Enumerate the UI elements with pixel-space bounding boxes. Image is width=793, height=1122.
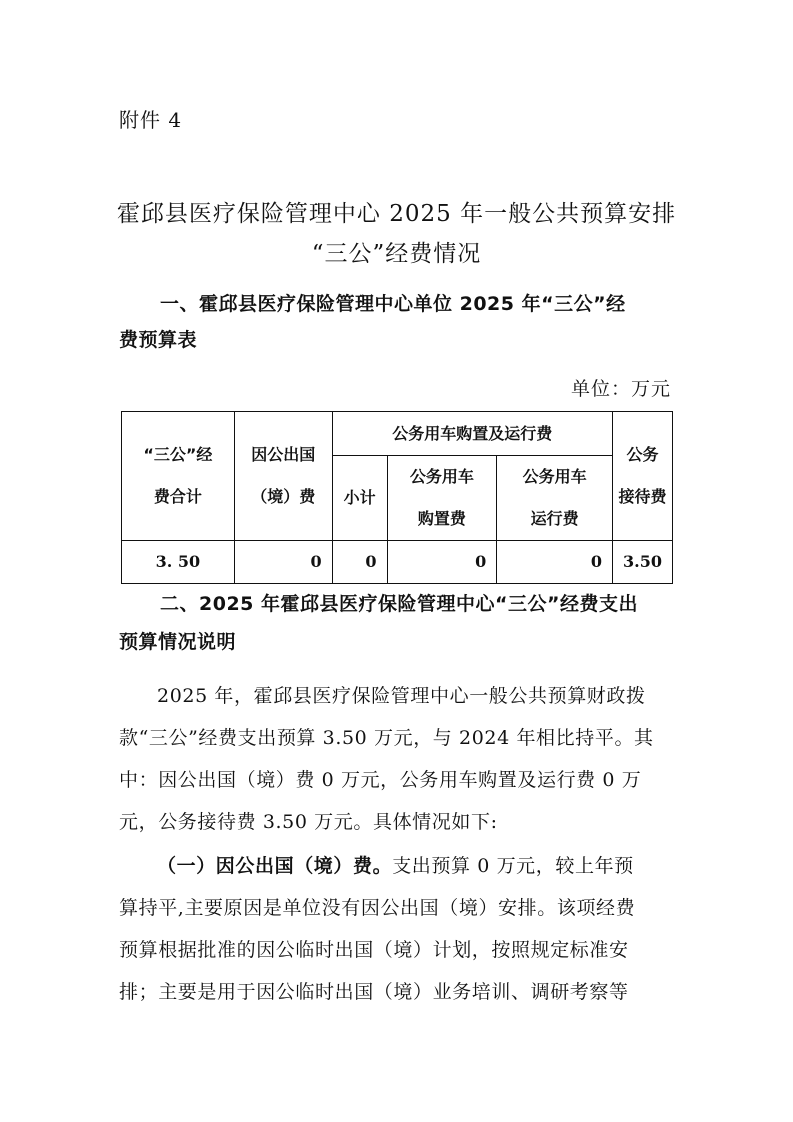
section1-heading-line2: 费预算表 <box>119 329 198 351</box>
header-abroad <box>234 412 332 541</box>
paragraph-summary-line2: 款“三公”经费支出预算 3.50 万元，与 2024 年相比持平。其 <box>119 727 654 749</box>
header-reception-line2: 接待费 <box>618 487 667 506</box>
header-vehicle-purchase-line1: 公务用车 <box>409 467 474 486</box>
paragraph-summary-line1: 2025 年，霍邱县医疗保险管理中心一般公共预算财政拨 <box>157 685 646 707</box>
section1-heading-line1: 一、霍邱县医疗保险管理中心单位 2025 年“三公”经 <box>160 293 626 315</box>
header-reception-line1: 公务 <box>626 445 659 464</box>
cell-vehicle-purchase: 0 <box>387 541 497 584</box>
cell-abroad: 0 <box>234 541 332 584</box>
header-vehicle-operation-line2: 运行费 <box>530 509 579 528</box>
header-total-line2: 费合计 <box>153 487 202 506</box>
header-vehicle-purchase <box>387 456 497 541</box>
paragraph-abroad-line4: 排；主要是用于因公临时出国（境）业务培训、调研考察等 <box>119 981 629 1003</box>
paragraph-abroad-lead: （一）因公出国（境）费。 <box>157 855 393 877</box>
header-vehicle-purchase-line2: 购置费 <box>417 509 466 528</box>
paragraph-abroad-line1-rest: 支出预算 0 万元，较上年预 <box>392 855 634 877</box>
cell-vehicle-operation: 0 <box>497 541 613 584</box>
cell-subtotal: 0 <box>332 541 387 584</box>
unit-label: 单位：万元 <box>570 378 671 400</box>
cell-total: 3. 50 <box>122 541 235 584</box>
attachment-label: 附件 4 <box>119 108 183 132</box>
header-abroad-line2: （境）费 <box>251 487 316 506</box>
paragraph-abroad-line3: 预算根据批准的因公临时出国（境）计划，按照规定标准安 <box>119 939 629 961</box>
document-title-line1: 霍邱县医疗保险管理中心 2025 年一般公共预算安排 <box>116 201 677 227</box>
header-vehicle-operation <box>497 456 613 541</box>
section2-heading-line2: 预算情况说明 <box>119 631 237 653</box>
header-vehicle-operation-line1: 公务用车 <box>522 467 587 486</box>
paragraph-abroad <box>119 845 675 1013</box>
paragraph-summary <box>119 675 675 843</box>
paragraph-abroad-line2: 算持平,主要原因是单位没有因公出国（境）安排。该项经费 <box>119 897 636 919</box>
header-abroad-line1: 因公出国 <box>251 445 316 464</box>
header-reception <box>612 412 672 541</box>
cell-reception: 3.50 <box>612 541 672 584</box>
paragraph-summary-line3: 中：因公出国（境）费 0 万元，公务用车购置及运行费 0 万 <box>119 769 642 791</box>
document-title-line2: “三公”经费情况 <box>311 241 482 267</box>
section2-heading-line1: 二、2025 年霍邱县医疗保险管理中心“三公”经费支出 <box>160 593 638 615</box>
budget-table <box>121 411 673 584</box>
header-subtotal: 小计 <box>332 456 387 541</box>
header-total-line1: “三公”经 <box>143 445 213 464</box>
paragraph-abroad-line1 <box>119 845 675 887</box>
header-total <box>122 412 235 541</box>
paragraph-summary-line4: 元，公务接待费 3.50 万元。具体情况如下: <box>119 811 498 833</box>
header-vehicle-group: 公务用车购置及运行费 <box>332 412 612 456</box>
